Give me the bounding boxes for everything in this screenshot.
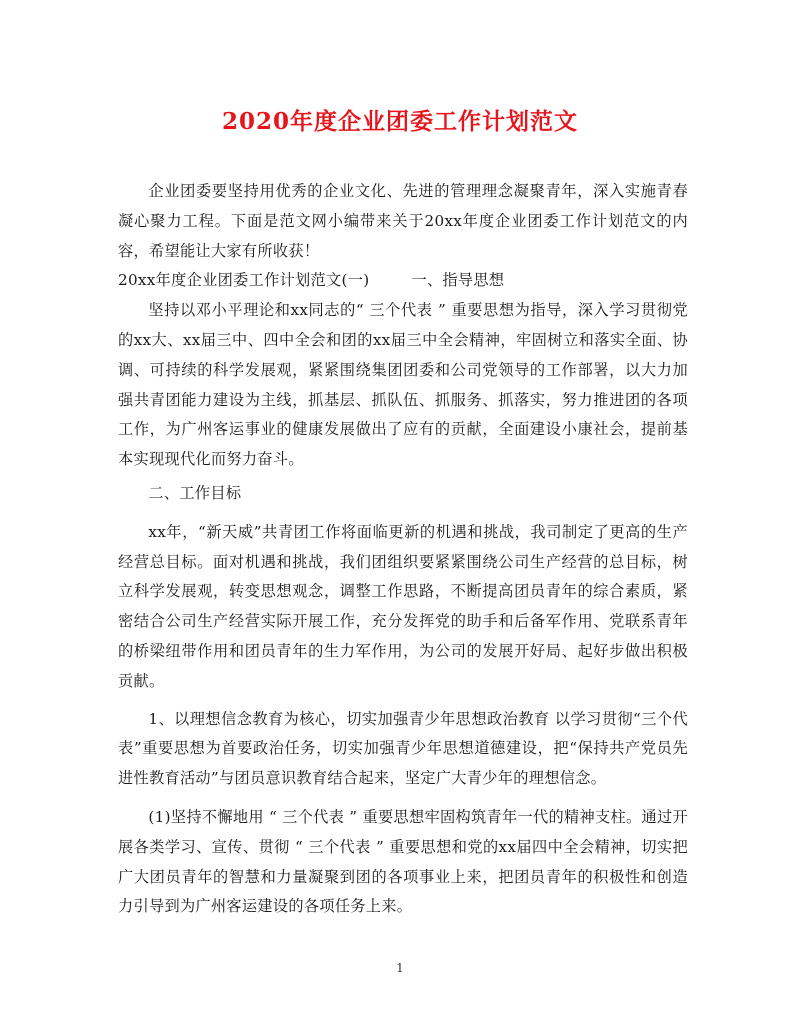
page-number: 1	[396, 961, 404, 975]
subtitle-line	[118, 266, 688, 296]
section2-heading: 二、工作目标	[148, 483, 242, 502]
section2-paragraph: xx年，“新天威”共青团工作将面临更新的机遇和挑战，我司制定了更高的生产经营总目标。面对机遇和挑战，我们团组织要紧紧围绕公司生产经营的总目标，树立科学发展观，转变思想观念，调整工作思路，不断提高团员青年的综合素质，紧密结合公司生产经营实际开展工作，充分发挥党的助手和后备军作用、党联系青年的桥梁纽带作用和团员青年的生力军作用，为公司的发展开好局、起好步做出积极贡献。	[118, 522, 688, 690]
document-subtitle: 20xx年度企业团委工作计划范文(一)	[118, 271, 370, 290]
document-title: 2020年度企业团委工作计划范文	[221, 108, 578, 135]
item1-paragraph: 1、以理想信念教育为核心，切实加强青少年思想政治教育 以学习贯彻“三个代表”重要思想为首要政治任务，切实加强青少年思想道德建设，把“保持共产党员先进性教育活动”与团员意识教育结合起来，坚定广大青少年的理想信念。	[118, 709, 688, 788]
item1-sub-paragraph: (1)坚持不懈地用 “ 三个代表 ” 重要思想牢固构筑青年一代的精神支柱。通过开展各类学习、宣传、贯彻 “ 三个代表 ” 重要思想和党的xx届四中全会精神，切实把广大团员青年的智慧和力量凝聚到团的各项事业上来，把团员青年的积极性和创造力引导到为广州客运建设的各项任务上来。	[118, 807, 688, 916]
intro-paragraph: 企业团委要坚持用优秀的企业文化、先进的管理理念凝聚青年，深入实施青春凝心聚力工程。下面是范文网小编带来关于20xx年度企业团委工作计划范文的内容，希望能让大家有所收获！	[118, 182, 688, 260]
section1-heading: 一、指导思想	[411, 271, 505, 290]
document-body	[118, 177, 688, 922]
section1-paragraph: 坚持以邓小平理论和xx同志的“ 三个代表 ” 重要思想为指导，深入学习贯彻党的xx大、xx届三中、四中全会和团的xx届三中全会精神，牢固树立和落实全面、协调、可持续的科学发展观，紧紧围绕集团团委和公司党领导的工作部署，以大力加强共青团能力建设为主线，抓基层、抓队伍、抓服务、抓落实，努力推进团的各项工作，为广州客运事业的健康发展做出了应有的贡献，全面建设小康社会，提前基本实现现代化而努力奋斗。	[118, 301, 688, 469]
